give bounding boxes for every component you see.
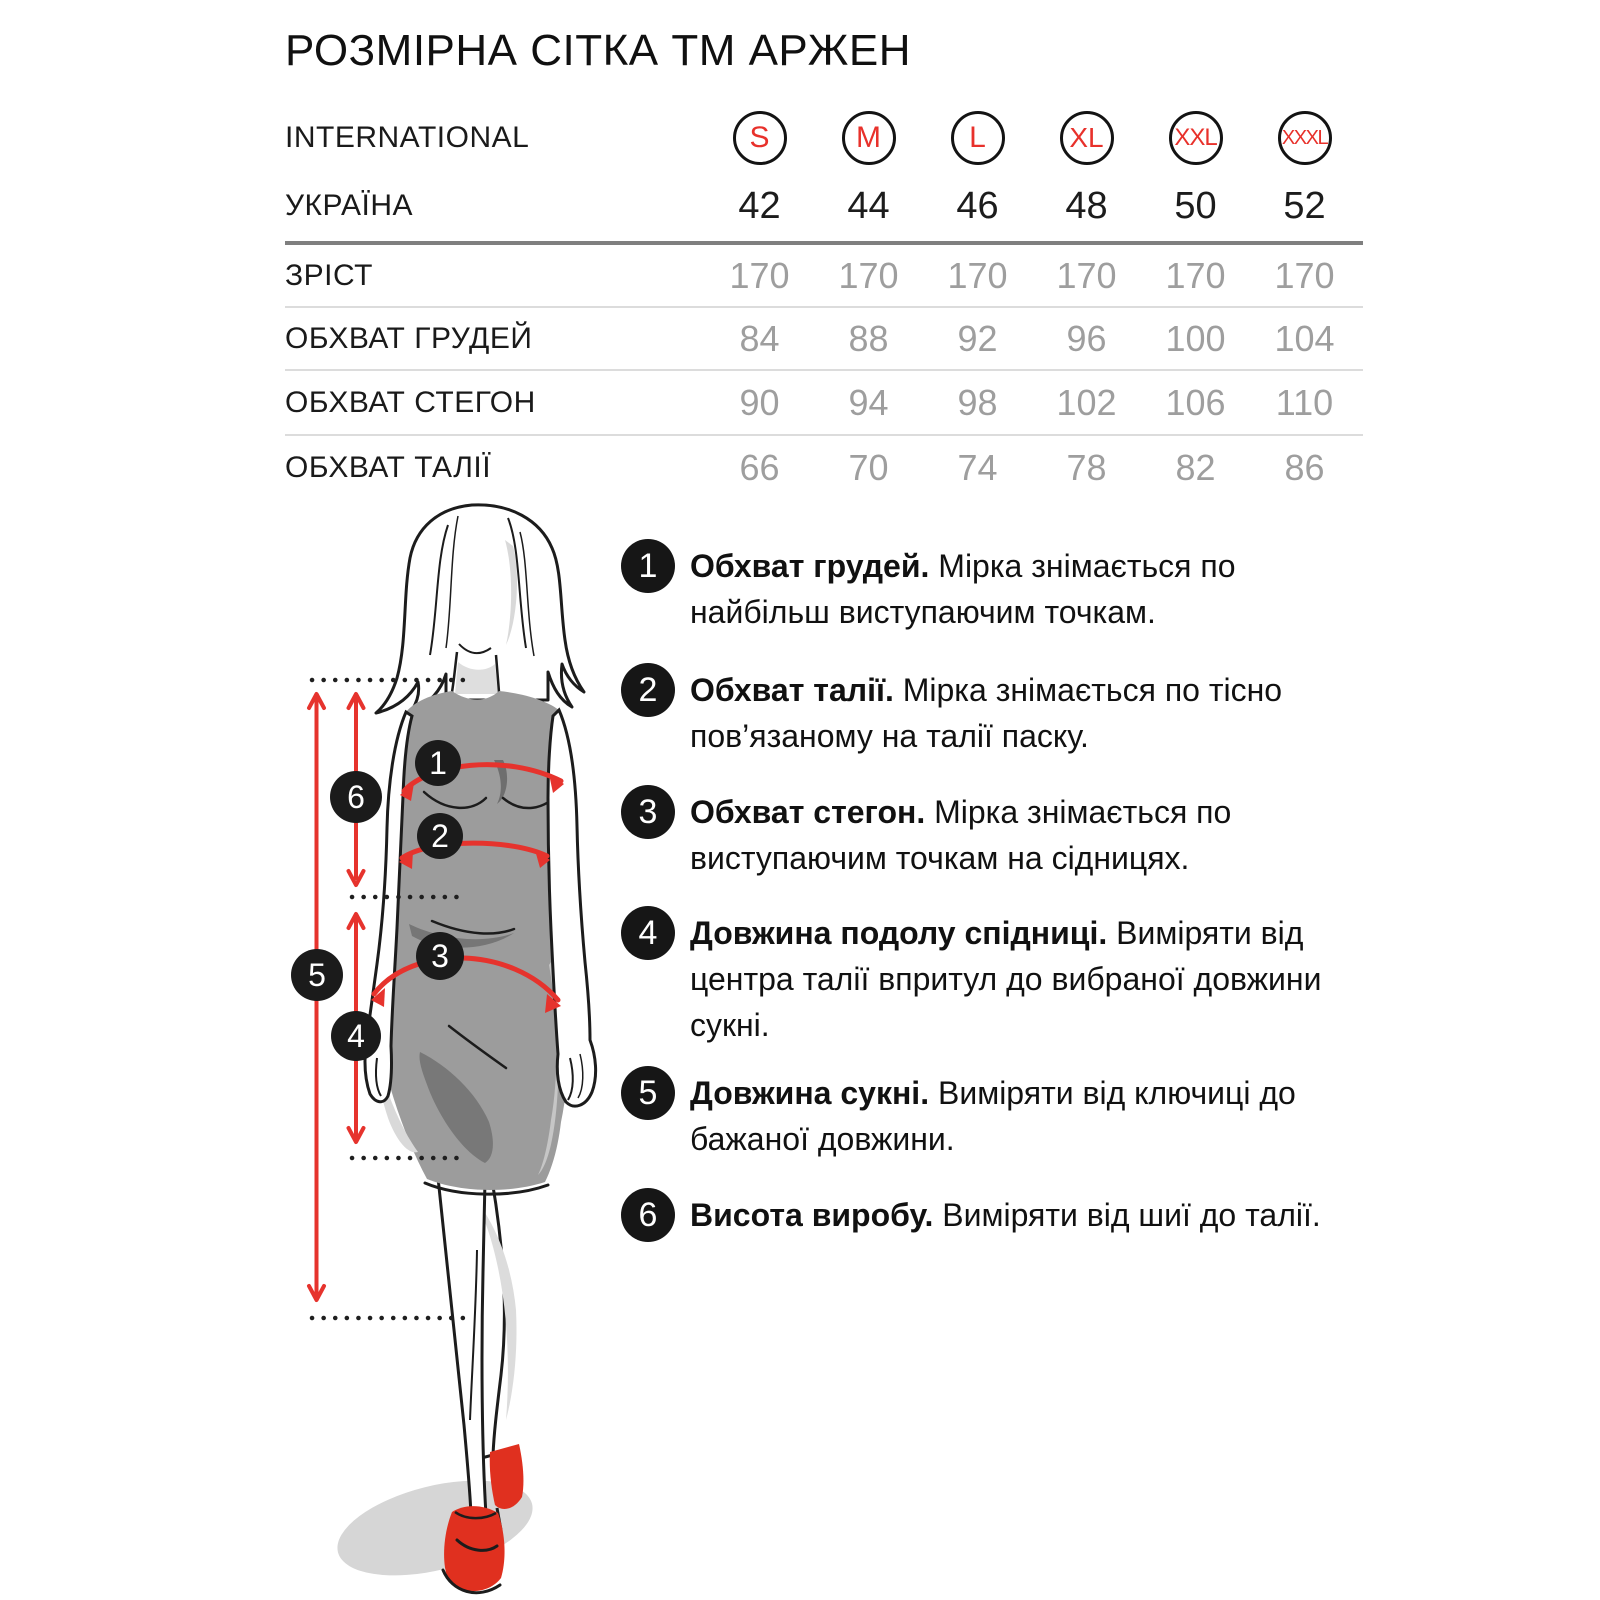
marker-5	[291, 949, 343, 1001]
note-term: Довжина подолу спідниці.	[690, 915, 1108, 951]
measurement-figure-illustration	[280, 500, 640, 1600]
size-badge-l: L	[951, 111, 1005, 165]
table-row-waist	[285, 436, 1363, 500]
chest-value: 104	[1274, 317, 1335, 359]
hips-value: 102	[1056, 381, 1117, 423]
hips-value: 94	[848, 381, 889, 423]
table-row-hips	[285, 371, 1363, 436]
ua-size-value: 42	[738, 184, 781, 227]
ua-size-value: 52	[1283, 184, 1326, 227]
table-row-chest	[285, 308, 1363, 371]
row-label-chest: ОБХВАТ ГРУДЕЙ	[285, 321, 533, 355]
figure-legs	[437, 1168, 523, 1530]
row-label-height: ЗРІСТ	[285, 258, 373, 292]
waist-value: 82	[1175, 447, 1216, 488]
note-body: Виміряти від центра талії впритул до вибраної довжини сукні.	[690, 915, 1322, 1043]
row-label-ukraine: УКРАЇНА	[285, 189, 414, 222]
note-body: Виміряти від ключиці до бажаної довжини.	[690, 1075, 1296, 1157]
note-badge-1: 1	[621, 539, 675, 593]
chest-value: 88	[848, 317, 889, 359]
note-text-4	[690, 910, 1345, 1048]
row-label-international: INTERNATIONAL	[285, 121, 530, 154]
back-shoe	[490, 1444, 524, 1509]
hips-value: 106	[1165, 381, 1226, 423]
svg-text:1: 1	[429, 745, 447, 781]
hips-value: 90	[739, 381, 780, 423]
svg-text:4: 4	[347, 1018, 365, 1054]
note-term: Обхват стегон.	[690, 794, 926, 830]
note-term: Обхват грудей.	[690, 548, 930, 584]
note-badge-3: 3	[621, 785, 675, 839]
size-table	[285, 105, 1363, 500]
ua-size-value: 44	[847, 184, 890, 227]
marker-6	[330, 771, 382, 823]
hips-value: 98	[957, 381, 998, 423]
note-badge-5: 5	[621, 1066, 675, 1120]
height-value: 170	[947, 254, 1008, 296]
height-value: 170	[1056, 254, 1117, 296]
chest-value: 96	[1066, 317, 1107, 359]
note-text-6	[690, 1192, 1345, 1238]
waist-value: 86	[1284, 447, 1325, 488]
marker-2	[417, 813, 463, 859]
note-text-1	[690, 543, 1345, 635]
waist-value: 74	[957, 447, 998, 488]
table-row-international	[285, 105, 1363, 171]
note-body: Мірка знімається по найбільш виступаючим точкам.	[690, 548, 1236, 630]
height-value: 170	[838, 254, 899, 296]
svg-text:2: 2	[431, 818, 449, 854]
note-term: Висота виробу.	[690, 1197, 934, 1233]
marker-4	[331, 1011, 381, 1061]
row-label-waist: ОБХВАТ ТАЛІЇ	[285, 451, 492, 484]
marker-1	[415, 740, 461, 786]
note-body: Виміряти від шиї до талії.	[942, 1197, 1321, 1233]
chest-value: 84	[739, 317, 780, 359]
size-badge-xxxl: XXXL	[1278, 111, 1332, 165]
size-badge-s: S	[733, 111, 787, 165]
height-value: 170	[1274, 254, 1335, 296]
figure-head-hair	[376, 505, 584, 713]
front-shoe	[443, 1506, 505, 1593]
size-badge-m: M	[842, 111, 896, 165]
note-term: Довжина сукні.	[690, 1075, 930, 1111]
ua-size-value: 46	[956, 184, 999, 227]
ua-size-value: 48	[1065, 184, 1108, 227]
note-body: Мірка знімається по виступаючим точкам на сідницях.	[690, 794, 1232, 876]
svg-text:3: 3	[431, 938, 449, 974]
note-badge-2: 2	[621, 663, 675, 717]
size-badge-xxl: XXL	[1169, 111, 1223, 165]
waist-value: 66	[739, 447, 780, 488]
note-text-2	[690, 667, 1345, 759]
chest-value: 92	[957, 317, 998, 359]
svg-text:5: 5	[308, 957, 326, 993]
table-row-ukraine	[285, 171, 1363, 245]
note-body: Мірка знімається по тісно пов’язаному на талії паску.	[690, 672, 1283, 754]
table-row-height	[285, 245, 1363, 308]
height-value: 170	[729, 254, 790, 296]
note-text-5	[690, 1070, 1345, 1162]
svg-text:6: 6	[347, 779, 365, 815]
chest-value: 100	[1165, 317, 1226, 359]
note-text-3	[690, 789, 1345, 881]
size-badge-xl: XL	[1060, 111, 1114, 165]
note-term: Обхват талії.	[690, 672, 894, 708]
ua-size-value: 50	[1174, 184, 1217, 227]
note-badge-4: 4	[621, 906, 675, 960]
waist-value: 78	[1066, 447, 1107, 488]
page-title: РОЗМІРНА СІТКА ТМ АРЖЕН	[285, 26, 912, 75]
row-label-hips: ОБХВАТ СТЕГОН	[285, 385, 536, 419]
hips-value: 110	[1275, 381, 1334, 423]
note-badge-6: 6	[621, 1188, 675, 1242]
marker-3	[416, 932, 464, 980]
height-value: 170	[1165, 254, 1226, 296]
waist-value: 70	[848, 447, 889, 488]
